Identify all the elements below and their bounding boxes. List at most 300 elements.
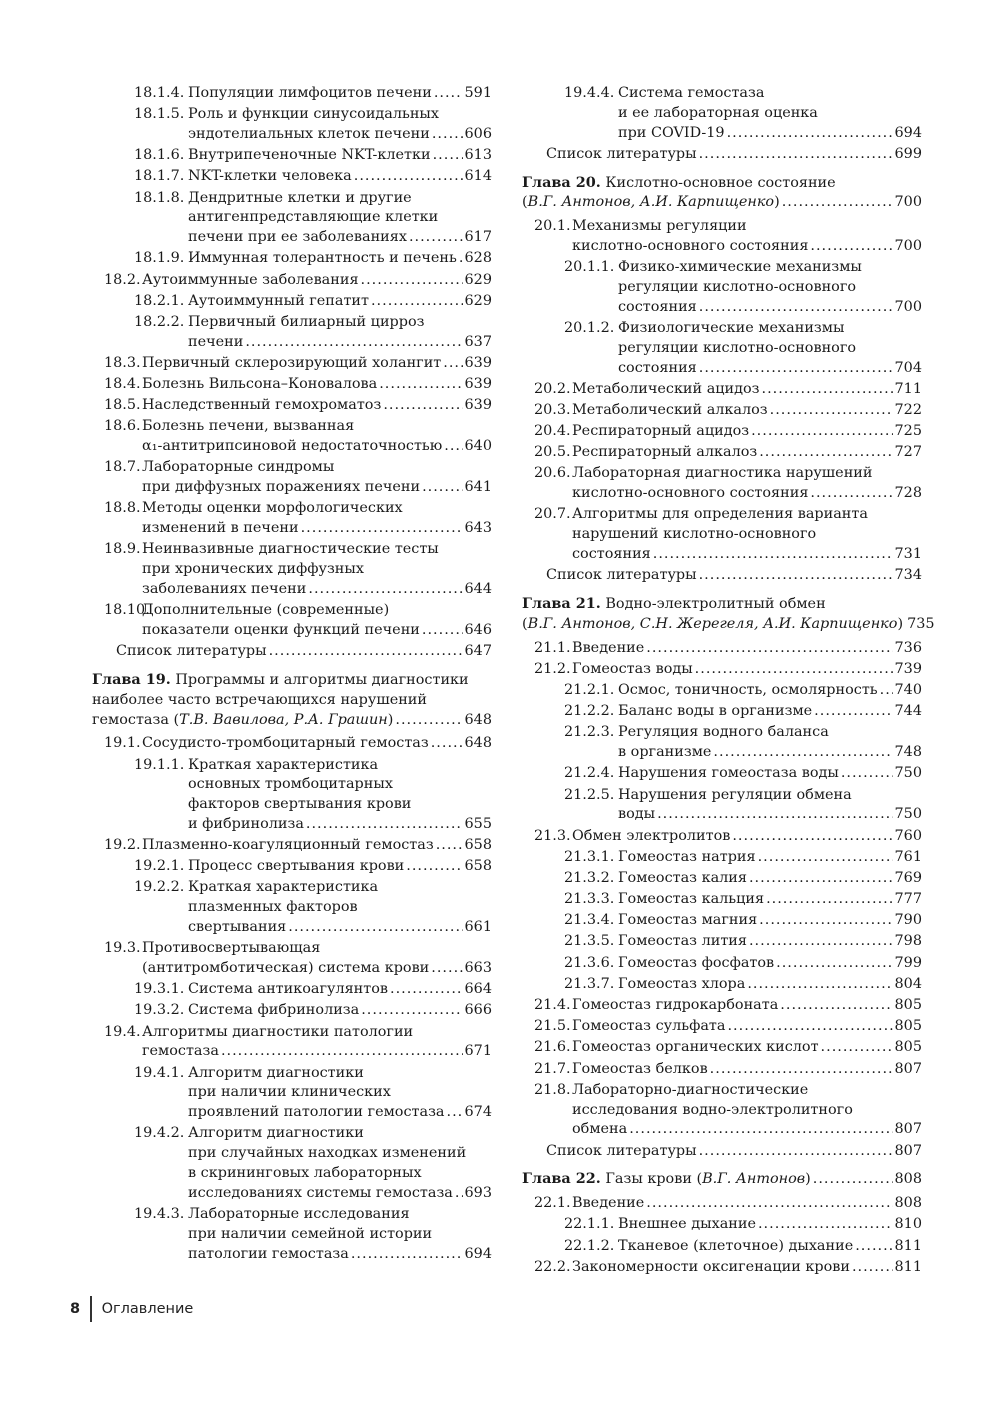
toc-page-number: 805	[894, 997, 922, 1014]
toc-entry[interactable]	[92, 396, 492, 416]
toc-entry[interactable]	[522, 84, 922, 143]
toc-title	[142, 734, 492, 754]
toc-page-number: 722	[894, 401, 922, 418]
toc-entry[interactable]	[522, 911, 922, 931]
toc-entry[interactable]	[522, 932, 922, 952]
dot-leader	[629, 1120, 892, 1140]
toc-page-number: 663	[464, 960, 492, 977]
toc-page-number: 613	[464, 147, 492, 164]
toc-last-line	[572, 422, 922, 442]
toc-entry[interactable]	[522, 848, 922, 868]
toc-page-number: 648	[464, 735, 492, 752]
toc-entry[interactable]	[522, 1237, 922, 1257]
toc-title	[572, 1081, 922, 1140]
dot-leader	[770, 401, 893, 421]
toc-title	[188, 1064, 492, 1123]
toc-title-line: Краткая характеристика	[188, 756, 379, 773]
toc-entry[interactable]	[92, 167, 492, 187]
toc-entry[interactable]	[522, 1081, 922, 1140]
toc-title	[572, 1194, 922, 1214]
chapter-label: Глава 20.	[522, 173, 601, 191]
toc-entry[interactable]	[92, 313, 492, 353]
toc-title-line: Гомеостаз лития	[618, 933, 747, 950]
toc-section-number: 18.8.	[104, 500, 141, 517]
toc-entry[interactable]	[92, 375, 492, 395]
dot-leader	[431, 734, 463, 754]
toc-entry[interactable]	[522, 422, 922, 442]
toc-title	[546, 1142, 922, 1162]
chapter-authors: В.Г. Антонов, А.И. Карпищенко	[527, 194, 775, 211]
toc-entry[interactable]	[522, 975, 922, 995]
toc-chapter[interactable]	[522, 173, 922, 214]
toc-page-number: 658	[464, 858, 492, 875]
toc-title-line: заболеваниях печени	[142, 580, 307, 597]
toc-entry[interactable]	[522, 723, 922, 763]
toc-last-line	[572, 484, 922, 504]
chapter-last-line	[92, 711, 492, 731]
dot-leader	[646, 1194, 892, 1214]
toc-page-number: 674	[464, 1104, 492, 1121]
toc-page-number: 647	[464, 643, 492, 660]
toc-section-number: 19.3.1.	[134, 981, 185, 998]
toc-last-line	[142, 519, 492, 539]
toc-title-line: Противосвертывающая	[142, 940, 321, 957]
toc-page-number: 641	[464, 479, 492, 496]
toc-title	[188, 84, 492, 104]
chapter-title	[522, 1169, 922, 1190]
toc-title-line: Список литературы	[546, 567, 697, 584]
toc-title-line: Респираторный ацидоз	[572, 423, 750, 440]
toc-entry[interactable]	[92, 878, 492, 937]
toc-title-line: состояния	[572, 546, 651, 563]
toc-entry[interactable]	[92, 734, 492, 754]
toc-entry[interactable]	[92, 499, 492, 539]
toc-entry[interactable]	[92, 189, 492, 248]
toc-last-line	[572, 1017, 922, 1037]
toc-title	[618, 723, 922, 763]
toc-section-number: 18.1.5.	[134, 106, 185, 123]
toc-last-line	[142, 959, 492, 979]
dot-leader	[695, 660, 893, 680]
toc-section-number: 21.1.	[534, 639, 571, 656]
toc-title	[142, 375, 492, 395]
toc-page-number: 739	[894, 660, 922, 677]
toc-section-number: 19.4.4.	[564, 85, 615, 101]
dot-leader	[759, 443, 892, 463]
toc-title	[618, 702, 922, 722]
toc-page-number: 711	[894, 380, 922, 397]
dot-leader	[361, 271, 463, 291]
toc-title	[572, 443, 922, 463]
toc-title	[142, 1023, 492, 1063]
toc-page-number: 693	[464, 1184, 492, 1201]
toc-title	[618, 848, 922, 868]
toc-section-number: 18.10.	[104, 602, 150, 619]
toc-entry[interactable]	[522, 1194, 922, 1214]
toc-entry[interactable]	[92, 1124, 492, 1203]
toc-chapter[interactable]	[92, 670, 492, 730]
toc-title	[546, 566, 922, 586]
toc-title	[546, 145, 922, 165]
toc-section-number: 21.3.2.	[564, 869, 615, 886]
toc-entry[interactable]	[92, 417, 492, 457]
toc-title-line: Дендритные клетки и другие	[188, 189, 412, 206]
toc-page-number: 640	[464, 438, 492, 455]
toc-section-number: 19.1.1.	[134, 756, 185, 773]
toc-title-line: и ее лабораторная оценка	[618, 104, 818, 121]
toc-entry[interactable]	[92, 857, 492, 877]
chapter-title	[522, 594, 935, 635]
toc-entry[interactable]	[92, 292, 492, 312]
dot-leader	[653, 545, 893, 565]
toc-section-number: 19.4.	[104, 1023, 141, 1040]
dot-leader	[379, 375, 462, 395]
chapter-title-line: (В.Г. Антонов, С.Н. Жерегеля, А.И. Карпищенко)	[522, 615, 904, 632]
chapter-title-line: Глава 21. Водно-электролитный обмен	[522, 595, 826, 613]
toc-title-line: Иммунная толерантность и печень	[188, 250, 457, 267]
toc-last-line	[618, 975, 922, 995]
toc-entry[interactable]	[92, 1023, 492, 1063]
toc-title-line: Респираторный алкалоз	[572, 444, 758, 461]
toc-title-line: проявлений патологии гемостаза	[188, 1104, 445, 1121]
toc-page-number: 727	[894, 444, 922, 461]
toc-title-line: Гомеостаз натрия	[618, 848, 756, 865]
toc-last-line	[188, 1103, 492, 1123]
toc-page-number: 666	[464, 1002, 492, 1019]
toc-title-line: регуляции кислотно-основного	[618, 339, 857, 356]
dot-leader	[749, 932, 893, 952]
toc-title	[188, 857, 492, 877]
toc-last-line	[188, 167, 492, 187]
toc-last-line	[618, 681, 922, 701]
toc-title-line: Система фибринолиза	[188, 1002, 360, 1019]
toc-title-line: Гомеостаз сульфата	[572, 1018, 726, 1035]
toc-entry[interactable]	[92, 836, 492, 856]
toc-chapter[interactable]	[522, 1169, 922, 1190]
toc-entry[interactable]	[522, 443, 922, 463]
toc-title	[142, 540, 492, 599]
dot-leader	[766, 890, 892, 910]
toc-entry[interactable]	[522, 764, 922, 784]
toc-title	[572, 380, 922, 400]
toc-entry[interactable]	[522, 1258, 922, 1278]
toc-page-number: 628	[464, 250, 492, 267]
toc-entry[interactable]	[92, 1001, 492, 1021]
dot-leader	[699, 145, 893, 165]
toc-section-number: 19.2.	[104, 837, 141, 854]
toc-entry[interactable]	[522, 827, 922, 847]
toc-entry[interactable]	[92, 756, 492, 835]
toc-entry[interactable]	[92, 540, 492, 599]
toc-title-line: Баланс воды в организме	[618, 703, 813, 720]
dot-leader	[727, 124, 893, 144]
toc-title-line: Аутоиммунные заболевания	[142, 271, 359, 288]
toc-title-line: свертывания	[188, 919, 287, 936]
toc-title	[618, 1237, 922, 1257]
toc-section-number: 19.4.2.	[134, 1125, 185, 1142]
toc-title-line: изменений в печени	[142, 520, 299, 537]
dot-leader	[810, 484, 892, 504]
toc-title-line: Алгоритм диагностики	[188, 1125, 364, 1142]
toc-page-number: 769	[894, 869, 922, 886]
toc-title-line: Гомеостаз белков	[572, 1060, 708, 1077]
toc-last-line	[188, 249, 492, 269]
toc-last-line	[546, 145, 922, 165]
toc-entry[interactable]	[92, 146, 492, 166]
toc-page-number: 637	[464, 333, 492, 350]
toc-title-line: Алгоритмы диагностики патологии	[142, 1023, 414, 1040]
dot-leader	[699, 566, 893, 586]
toc-entry[interactable]	[522, 996, 922, 1016]
toc-entry[interactable]	[522, 702, 922, 722]
toc-entry[interactable]	[92, 271, 492, 291]
dot-leader	[713, 743, 892, 763]
toc-title	[188, 878, 492, 937]
toc-page-number: 807	[894, 1121, 922, 1138]
toc-title	[618, 786, 922, 826]
toc-title-line: Обмен электролитов	[572, 827, 731, 844]
toc-section-number: 19.4.3.	[134, 1205, 185, 1222]
toc-title-line: Система гемостаза	[618, 85, 765, 101]
dot-leader	[434, 84, 463, 104]
toc-entry[interactable]	[92, 249, 492, 269]
toc-entry[interactable]	[522, 1017, 922, 1037]
toc-last-line	[618, 890, 922, 910]
dot-leader	[759, 911, 892, 931]
toc-title	[188, 756, 492, 835]
toc-left-column	[92, 84, 492, 1266]
toc-title	[618, 890, 922, 910]
toc-title-line: Введение	[572, 1195, 645, 1212]
toc-title	[618, 84, 922, 143]
toc-title-line: α₁-антитрипсиновой недостаточностью	[142, 438, 443, 455]
toc-last-line	[572, 237, 922, 257]
toc-title	[572, 1038, 922, 1058]
chapter-title-line: Глава 19. Программы и алгоритмы диагностики	[92, 670, 469, 688]
dot-leader	[747, 975, 892, 995]
toc-last-line	[618, 911, 922, 931]
toc-entry[interactable]	[92, 601, 492, 641]
toc-title-line: Лабораторные исследования	[188, 1205, 410, 1222]
toc-entry[interactable]	[522, 258, 922, 317]
toc-entry[interactable]	[522, 869, 922, 889]
toc-page-number: 629	[464, 292, 492, 309]
toc-entry[interactable]	[522, 660, 922, 680]
toc-section-number: 18.9.	[104, 541, 141, 558]
toc-title-line: Система антикоагулянтов	[188, 981, 388, 998]
toc-title	[572, 1017, 922, 1037]
toc-entry[interactable]	[92, 84, 492, 104]
toc-entry[interactable]	[522, 1215, 922, 1235]
toc-section-number: 19.1.	[104, 735, 141, 752]
toc-section-number: 21.2.5.	[564, 786, 615, 803]
toc-entry[interactable]	[92, 105, 492, 145]
toc-title-line: Закономерности оксигенации крови	[572, 1258, 850, 1275]
dot-leader	[710, 1060, 893, 1080]
toc-entry[interactable]	[522, 786, 922, 826]
dot-leader	[395, 711, 462, 731]
toc-last-line	[572, 1120, 922, 1140]
toc-entry[interactable]	[522, 401, 922, 421]
toc-page-number: 811	[894, 1237, 922, 1254]
toc-section-number: 21.3.	[534, 827, 571, 844]
toc-section-number: 21.7.	[534, 1060, 571, 1077]
toc-entry[interactable]	[522, 1142, 922, 1162]
toc-title-line: состояния	[618, 298, 697, 315]
toc-section-number: 18.7.	[104, 459, 141, 476]
toc-chapter[interactable]	[522, 594, 935, 635]
toc-title	[572, 401, 922, 421]
toc-section-number: 18.6.	[104, 418, 141, 435]
toc-last-line	[142, 375, 492, 395]
dot-leader	[269, 642, 463, 662]
toc-last-line	[618, 1237, 922, 1257]
toc-title-line: факторов свертывания крови	[188, 796, 412, 813]
dot-leader	[776, 954, 892, 974]
toc-entry[interactable]	[92, 354, 492, 374]
dot-leader	[444, 437, 462, 457]
toc-title	[188, 313, 492, 353]
toc-last-line	[572, 996, 922, 1016]
dot-leader	[699, 298, 893, 318]
toc-entry[interactable]	[522, 217, 922, 257]
dot-leader	[221, 1042, 463, 1062]
toc-last-line	[546, 1142, 922, 1162]
toc-title-line: Нарушения гомеостаза воды	[618, 765, 839, 782]
toc-page-number: 798	[894, 933, 922, 950]
toc-entry[interactable]	[92, 1064, 492, 1123]
toc-title	[618, 681, 922, 701]
toc-last-line	[618, 764, 922, 784]
toc-page-number: 694	[894, 124, 922, 141]
toc-page-number: 807	[894, 1060, 922, 1077]
toc-title	[572, 422, 922, 442]
toc-title	[142, 458, 492, 498]
toc-title	[618, 869, 922, 889]
toc-title	[188, 980, 492, 1000]
toc-entry[interactable]	[522, 319, 922, 378]
toc-title-line: Гомеостаз гидрокарбоната	[572, 997, 779, 1014]
dot-leader	[354, 167, 463, 187]
toc-title-line: эндотелиальных клеток печени	[188, 125, 430, 142]
toc-title-line: Метаболический ацидоз	[572, 380, 760, 397]
toc-section-number: 18.1.6.	[134, 147, 185, 164]
dot-leader	[436, 836, 463, 856]
toc-last-line	[142, 734, 492, 754]
toc-title-line: Гомеостаз воды	[572, 660, 693, 677]
dot-leader	[758, 848, 893, 868]
dot-leader	[732, 827, 892, 847]
toc-title-line: Список литературы	[546, 145, 697, 162]
toc-section-number: 18.5.	[104, 397, 141, 414]
toc-last-line	[618, 932, 922, 952]
toc-section-number: 21.2.1.	[564, 682, 615, 698]
toc-section-number: 19.4.1.	[134, 1064, 185, 1081]
toc-page-number: 648	[464, 711, 492, 728]
toc-section-number: 20.1.2.	[564, 319, 615, 336]
toc-entry[interactable]	[522, 954, 922, 974]
toc-page-number: 808	[894, 1195, 922, 1212]
dot-leader	[245, 333, 462, 353]
toc-entry[interactable]	[522, 145, 922, 165]
toc-title	[188, 1124, 492, 1203]
toc-entry[interactable]	[522, 380, 922, 400]
page-footer	[70, 1296, 193, 1322]
toc-entry[interactable]	[522, 1060, 922, 1080]
toc-title-line: патологии гемостаза	[188, 1245, 349, 1262]
toc-page-number: 614	[464, 168, 492, 185]
toc-title-line: Список литературы	[116, 643, 267, 660]
toc-section-number: 21.2.3.	[564, 724, 615, 741]
toc-section-number: 21.3.7.	[564, 975, 615, 992]
toc-entry[interactable]	[522, 639, 922, 659]
toc-title-line: Процесс свертывания крови	[188, 858, 405, 875]
dot-leader	[646, 639, 892, 659]
toc-last-line	[188, 292, 492, 312]
toc-section-number: 21.2.	[534, 660, 571, 677]
dot-leader	[351, 1245, 463, 1265]
dot-leader	[361, 1001, 462, 1021]
toc-last-line	[188, 1184, 492, 1204]
toc-title-line: Наследственный гемохроматоз	[142, 397, 382, 414]
toc-last-line	[546, 566, 922, 586]
dot-leader	[814, 702, 892, 722]
dot-leader	[699, 1142, 893, 1162]
toc-title	[142, 836, 492, 856]
toc-entry[interactable]	[522, 505, 922, 564]
toc-section-number: 20.6.	[534, 465, 571, 482]
toc-entry[interactable]	[92, 1205, 492, 1264]
toc-entry[interactable]	[522, 464, 922, 504]
toc-title	[188, 292, 492, 312]
toc-entry[interactable]	[92, 642, 492, 662]
toc-section-number: 18.2.	[104, 271, 141, 288]
toc-page-number: 629	[464, 271, 492, 288]
toc-page-number: 671	[464, 1043, 492, 1060]
toc-section-number: 18.4.	[104, 376, 141, 393]
chapter-title-line: Глава 22. Газы крови (В.Г. Антонов)	[522, 1170, 811, 1188]
toc-title	[572, 1060, 922, 1080]
toc-last-line	[142, 836, 492, 856]
toc-section-number: 22.1.1.	[564, 1216, 615, 1233]
toc-section-number: 22.1.2.	[564, 1237, 615, 1254]
toc-title	[572, 217, 922, 257]
dot-leader	[433, 146, 463, 166]
toc-page-number: 728	[894, 485, 922, 502]
chapter-last-line	[522, 615, 935, 635]
toc-entry[interactable]	[92, 980, 492, 1000]
toc-page-number: 725	[894, 423, 922, 440]
toc-entry[interactable]	[92, 458, 492, 498]
dot-leader	[727, 1017, 892, 1037]
toc-title	[618, 932, 922, 952]
toc-entry[interactable]	[522, 681, 922, 701]
toc-page-number: 799	[894, 954, 922, 971]
toc-entry[interactable]	[522, 1038, 922, 1058]
toc-title-line: плазменных факторов	[188, 899, 358, 916]
toc-title	[142, 417, 492, 457]
toc-title-line: Внутрипеченочные NKT-клетки	[188, 147, 431, 164]
dot-leader	[409, 228, 463, 248]
toc-entry[interactable]	[522, 566, 922, 586]
toc-title-line: нарушений кислотно-основного	[572, 526, 817, 543]
toc-page-number: 810	[894, 1216, 922, 1233]
toc-entry[interactable]	[522, 890, 922, 910]
toc-entry[interactable]	[92, 939, 492, 979]
toc-title	[142, 499, 492, 539]
toc-title-line: NKT-клетки человека	[188, 168, 352, 185]
toc-title-line: Лабораторная диагностика нарушений	[572, 465, 873, 482]
